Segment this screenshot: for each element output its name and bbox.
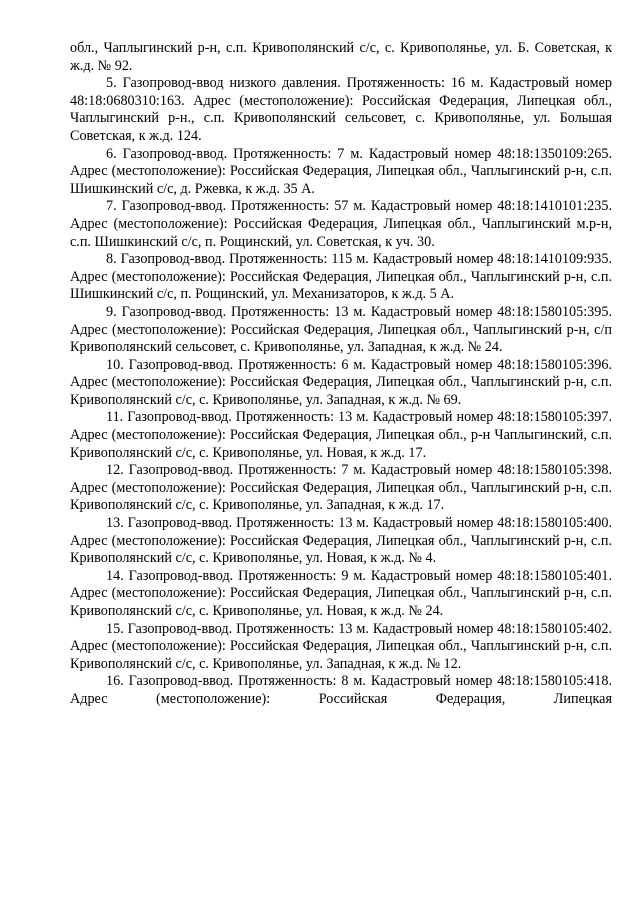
paragraph-item-5: 5. Газопровод-ввод низкого давления. Протяженность: 16 м. Кадастровый номер 48:18:0680310:163. Адрес (местоположение): Российская Федерация, Липецкая обл., Чаплыгинский р-н., с.п. Кривополянский сельсовет, с. Кривополянье, ул. Большая Советская, к ж.д. 124. <box>70 75 612 144</box>
paragraph-item-13: 13. Газопровод-ввод. Протяженность: 13 м. Кадастровый номер 48:18:1580105:400. Адрес (местоположение): Российская Федерация, Липецкая обл., Чаплыгинский р-н, с.п. Кривополянский с/с, с. Кривополянье, ул. Новая, к ж.д. № 4. <box>70 515 612 567</box>
paragraph-item-14: 14. Газопровод-ввод. Протяженность: 9 м. Кадастровый номер 48:18:1580105:401. Адрес (местоположение): Российская Федерация, Липецкая обл., Чаплыгинский р-н, с.п. Кривополянский с/с, с. Кривополянье, ул. Новая, к ж.д. № 24. <box>70 567 612 619</box>
paragraph-item-11: 11. Газопровод-ввод. Протяженность: 13 м. Кадастровый номер 48:18:1580105:397. Адрес (местоположение): Российская Федерация, Липецкая обл., р-н Чаплыгинский, с.п. Кривополянский с/с, с. Кривополянье, ул. Новая, к ж.д. 17. <box>70 409 612 461</box>
document-page <box>70 40 612 709</box>
paragraph-item-10: 10. Газопровод-ввод. Протяженность: 6 м. Кадастровый номер 48:18:1580105:396. Адрес (местоположение): Российская Федерация, Липецкая обл., Чаплыгинский р-н, с.п. Кривополянский с/с, с. Кривополянье, ул. Западная, к ж.д. № 69. <box>70 356 612 408</box>
paragraph-item-8: 8. Газопровод-ввод. Протяженность: 115 м. Кадастровый номер 48:18:1410109:935. Адрес (местоположение): Российская Федерация, Липецкая обл., Чаплыгинский р-н, с.п. Шишкинский с/с, п. Рощинский, ул. Механизаторов, к ж.д. 5 А. <box>70 251 612 303</box>
paragraph-item-9: 9. Газопровод-ввод. Протяженность: 13 м. Кадастровый номер 48:18:1580105:395. Адрес (местоположение): Российская Федерация, Липецкая обл., Чаплыгинский р-н, с/п Кривополянский сельсовет, с. Кривополянье, ул. Западная, к ж.д. № 24. <box>70 303 612 356</box>
paragraph-item-7: 7. Газопровод-ввод. Протяженность: 57 м. Кадастровый номер 48:18:1410101:235. Адрес (местоположение): Российская Федерация, Липецкая обл., Чаплыгинский м.р-н, с.п. Шишкинский с/с, п. Рощинский, ул. Советская, к уч. 30. <box>70 198 612 250</box>
paragraph-item-16: 16. Газопровод-ввод. Протяженность: 8 м. Кадастровый номер 48:18:1580105:418. Адрес (местоположение): Российская Федерация, Липецкая <box>70 673 612 707</box>
paragraph-item-15: 15. Газопровод-ввод. Протяженность: 13 м. Кадастровый номер 48:18:1580105:402. Адрес (местоположение): Российская Федерация, Липецкая обл., Чаплыгинский р-н, с.п. Кривополянский с/с, с. Кривополянье, ул. Западная, к ж.д. № 12. <box>70 620 612 672</box>
paragraph-item-6: 6. Газопровод-ввод. Протяженность: 7 м. Кадастровый номер 48:18:1350109:265. Адрес (местоположение): Российская Федерация, Липецкая обл., Чаплыгинский р-н, с.п. Шишкинский с/с, д. Ржевка, к ж.д. 35 А. <box>70 145 612 197</box>
paragraph-item-12: 12. Газопровод-ввод. Протяженность: 7 м. Кадастровый номер 48:18:1580105:398. Адрес (местоположение): Российская Федерация, Липецкая обл., Чаплыгинский р-н, с.п. Кривополянский с/с, с. Кривополянье, ул. Западная, к ж.д. 17. <box>70 462 612 514</box>
paragraph-continuation: обл., Чаплыгинский р-н, с.п. Кривополянский с/с, с. Кривополянье, ул. Б. Советская, к ж.д. № 92. <box>70 40 612 74</box>
